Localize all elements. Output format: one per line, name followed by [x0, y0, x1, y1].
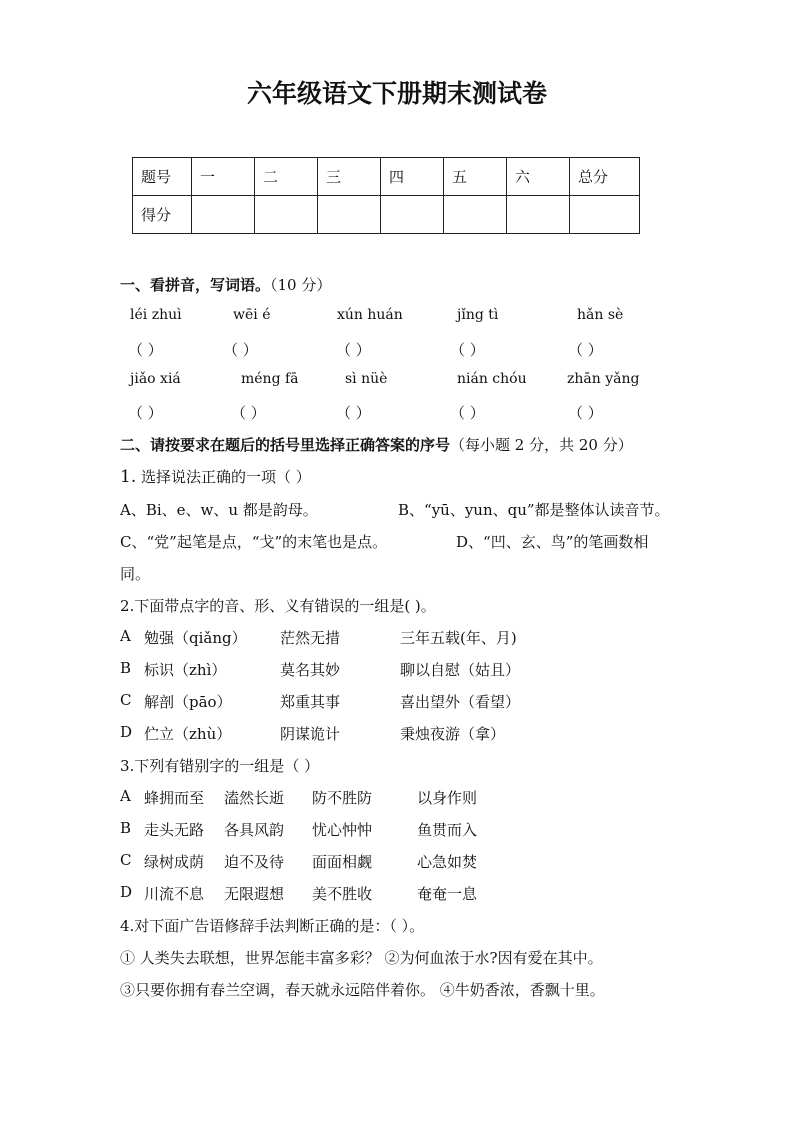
q1-option-c: C、“党”起笔是点，“戈”的末笔也是点。 — [120, 533, 388, 551]
option-col2: 各具风韵 — [224, 821, 285, 839]
answer-blank[interactable]: （ ） — [223, 341, 258, 359]
option-col2: 茫然无措 — [280, 629, 341, 647]
score-table — [132, 157, 640, 234]
option-col3: 喜出望外（看望） — [400, 693, 521, 711]
section1-points: （10 分） — [270, 276, 332, 294]
pinyin-item: xún huán — [337, 307, 403, 323]
option-letter: D — [120, 883, 133, 901]
option-col3: 美不胜收 — [312, 885, 373, 903]
option-col2: 郑重其事 — [280, 693, 341, 711]
option-col1: 走头无路 — [144, 821, 205, 839]
answer-blank[interactable]: （ ） — [336, 341, 371, 359]
option-letter: C — [120, 691, 132, 709]
option-col2: 溘然长逝 — [224, 789, 285, 807]
option-col3: 忧心忡忡 — [312, 821, 373, 839]
option-col1: 川流不息 — [144, 885, 205, 903]
option-col1: 解剖（pāo） — [144, 693, 232, 711]
score-input-cell[interactable] — [192, 196, 255, 234]
answer-blank[interactable]: （ ） — [128, 404, 163, 422]
section1-heading-text: 一、看拼音，写词语。 — [120, 276, 271, 294]
q3-stem: 3.下列有错别字的一组是（ ） — [120, 757, 320, 775]
option-letter: C — [120, 851, 132, 869]
option-col2: 无限遐想 — [224, 885, 285, 903]
option-col3: 三年五载(年、月) — [400, 629, 517, 647]
page-title: 六年级语文下册期末测试卷 — [246, 79, 547, 108]
q1-option-d: D、“凹、玄、鸟”的笔画数相 — [456, 533, 649, 551]
option-col2: 阴谋诡计 — [280, 725, 341, 743]
section2-heading-text: 二、请按要求在题后的括号里选择正确答案的序号 — [120, 436, 451, 454]
option-col2: 莫名其妙 — [280, 661, 341, 679]
score-input-cell[interactable] — [318, 196, 381, 234]
option-col4: 鱼贯而入 — [417, 821, 478, 839]
score-table-header-row — [133, 158, 640, 196]
answer-blank[interactable]: （ ） — [450, 404, 485, 422]
q1-option-a: A、Bi、e、w、u 都是韵母。 — [120, 501, 318, 519]
q1-number: 1. — [120, 467, 137, 487]
score-table-cell: 二 — [255, 158, 318, 196]
section1-heading — [120, 274, 331, 295]
answer-blank[interactable]: （ ） — [128, 341, 163, 359]
pinyin-item: sì nüè — [345, 371, 388, 387]
answer-blank[interactable]: （ ） — [231, 404, 266, 422]
score-input-cell[interactable] — [255, 196, 318, 234]
answer-blank[interactable]: （ ） — [336, 404, 371, 422]
pinyin-item: hǎn sè — [577, 307, 624, 323]
pinyin-item: léi zhuì — [130, 307, 182, 323]
option-col3: 聊以自慰（姑且） — [400, 661, 521, 679]
answer-blank[interactable]: （ ） — [568, 341, 603, 359]
q4-line2: ③只要你拥有春兰空调，春天就永远陪伴着你。 ④牛奶香浓，香飘十里。 — [120, 981, 605, 999]
option-col3: 防不胜防 — [312, 789, 373, 807]
option-col4: 心急如焚 — [417, 853, 478, 871]
option-col1: 蜂拥而至 — [144, 789, 205, 807]
q1-option-b: B、“yū、yun、qu”都是整体认读音节。 — [398, 501, 670, 519]
score-input-cell[interactable] — [507, 196, 570, 234]
option-letter: A — [120, 627, 131, 645]
section2-points: （每小题 2 分，共 20 分） — [450, 436, 633, 454]
option-col3: 面面相觑 — [312, 853, 373, 871]
q4-stem: 4.对下面广告语修辞手法判断正确的是：（ ）。 — [120, 917, 425, 935]
pinyin-item: jiǎo xiá — [130, 371, 181, 387]
option-col4: 奄奄一息 — [417, 885, 478, 903]
score-table-cell: 五 — [444, 158, 507, 196]
pinyin-item: wēi é — [233, 307, 271, 323]
option-col1: 标识（zhì） — [144, 661, 227, 679]
answer-blank[interactable]: （ ） — [450, 341, 485, 359]
option-col2: 迫不及待 — [224, 853, 285, 871]
q2-stem: 2.下面带点字的音、形、义有错误的一组是( )。 — [120, 597, 436, 615]
score-table-cell: 六 — [507, 158, 570, 196]
score-table-cell: 四 — [381, 158, 444, 196]
option-letter: B — [120, 819, 132, 837]
pinyin-item: méng fā — [241, 371, 299, 387]
q1-option-d-cont: 同。 — [120, 565, 151, 583]
score-table-cell: 一 — [192, 158, 255, 196]
answer-blank[interactable]: （ ） — [568, 404, 603, 422]
score-table-score-row — [133, 196, 640, 234]
q1-stem-text: 选择说法正确的一项（ ） — [141, 468, 311, 486]
option-col3: 秉烛夜游（拿） — [400, 725, 506, 743]
score-input-cell[interactable] — [570, 196, 640, 234]
option-letter: B — [120, 659, 132, 677]
score-table-cell: 题号 — [133, 158, 192, 196]
option-col1: 绿树成荫 — [144, 853, 205, 871]
option-letter: D — [120, 723, 133, 741]
score-table-cell: 总分 — [570, 158, 640, 196]
option-letter: A — [120, 787, 131, 805]
pinyin-item: nián chóu — [457, 371, 527, 387]
score-input-cell[interactable] — [381, 196, 444, 234]
section2-heading — [120, 434, 633, 455]
option-col1: 勉强（qiǎng） — [144, 629, 247, 647]
q4-line1: ① 人类失去联想，世界怎能丰富多彩？ ②为何血浓于水?因有爱在其中。 — [120, 949, 603, 967]
pinyin-item: zhān yǎng — [567, 371, 640, 387]
q1-stem — [120, 466, 311, 487]
score-table-cell: 得分 — [133, 196, 192, 234]
option-col1: 伫立（zhù） — [144, 725, 232, 743]
option-col4: 以身作则 — [417, 789, 478, 807]
score-table-cell: 三 — [318, 158, 381, 196]
score-input-cell[interactable] — [444, 196, 507, 234]
pinyin-item: jǐng tì — [457, 307, 499, 323]
